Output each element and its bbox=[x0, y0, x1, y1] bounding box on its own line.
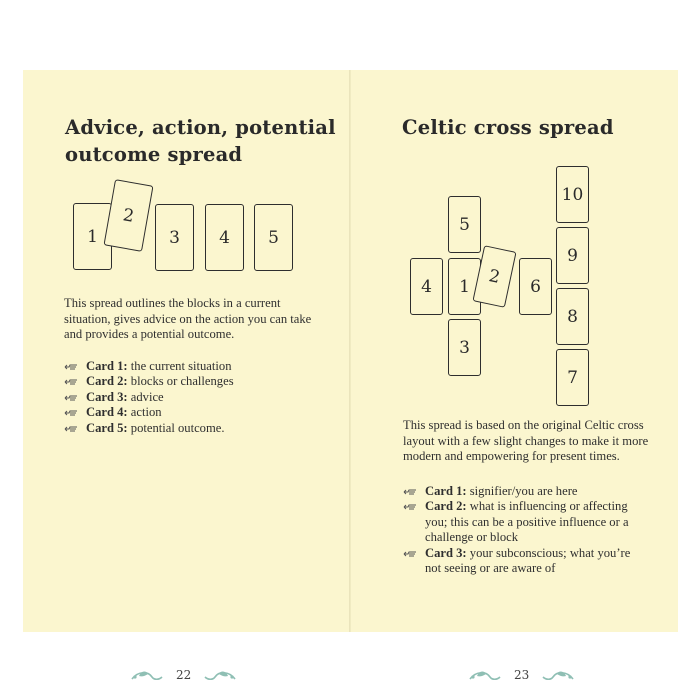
list-item bbox=[403, 546, 633, 577]
page-title: Advice, action, potential outcome spread bbox=[65, 116, 336, 166]
card-meaning: signifier/you are here bbox=[466, 484, 578, 498]
card-5: 5 bbox=[448, 196, 481, 253]
left-page bbox=[23, 70, 350, 682]
card-5: 5 bbox=[254, 204, 293, 271]
card-meaning: your subconscious; what you’re not seeing or are aware of bbox=[425, 545, 631, 576]
leaf-flourish-icon bbox=[130, 668, 164, 682]
page-number: 23 bbox=[514, 668, 530, 682]
pointing-hand-icon bbox=[64, 394, 79, 402]
card-meaning-list bbox=[403, 484, 633, 576]
card-label: Card 1: bbox=[86, 359, 128, 373]
card-meaning: the current situation bbox=[127, 359, 232, 373]
card-meaning: action bbox=[127, 405, 162, 420]
list-item bbox=[64, 421, 314, 436]
card-2: 2 bbox=[472, 245, 516, 308]
card-8: 8 bbox=[556, 288, 589, 345]
card-label: Card 2: bbox=[425, 499, 467, 514]
card-3: 3 bbox=[155, 204, 194, 271]
card-4: 4 bbox=[410, 258, 443, 315]
list-item bbox=[64, 359, 314, 374]
card-label: Card 3: bbox=[86, 389, 128, 404]
page-title: Celtic cross spread bbox=[402, 116, 614, 139]
card-4: 4 bbox=[205, 204, 244, 271]
card-meaning: potential outcome. bbox=[127, 420, 225, 435]
card-label: Card 2: bbox=[86, 374, 128, 389]
pointing-hand-icon bbox=[64, 425, 79, 433]
card-label: Card 3: bbox=[425, 545, 467, 560]
pointing-hand-icon bbox=[64, 378, 79, 386]
page-number: 22 bbox=[176, 668, 192, 682]
card-label: Card 5: bbox=[86, 420, 128, 435]
card-1: 1 bbox=[73, 203, 112, 270]
leaf-flourish-icon bbox=[541, 668, 575, 682]
list-item bbox=[403, 499, 633, 545]
pointing-hand-icon bbox=[403, 550, 418, 558]
card-meaning: what is influencing or affecting you; this can be a positive influence or a challenge or block bbox=[425, 499, 629, 545]
list-item bbox=[403, 484, 633, 499]
spread-description: This spread outlines the blocks in a current situation, gives advice on the action you can take and provides a potential outcome. bbox=[64, 296, 312, 342]
card-label: Card 1: bbox=[425, 484, 467, 498]
list-item bbox=[64, 405, 314, 420]
card-9: 9 bbox=[556, 227, 589, 284]
page-footer bbox=[130, 668, 237, 682]
card-meaning: blocks or challenges bbox=[127, 374, 234, 389]
card-6: 6 bbox=[519, 258, 552, 315]
pointing-hand-icon bbox=[403, 503, 418, 511]
leaf-flourish-icon bbox=[468, 668, 502, 682]
pointing-hand-icon bbox=[64, 409, 79, 417]
pointing-hand-icon bbox=[403, 488, 418, 496]
card-10: 10 bbox=[556, 166, 589, 223]
page-footer bbox=[468, 668, 575, 682]
card-3: 3 bbox=[448, 319, 481, 376]
card-1: 1 bbox=[448, 258, 481, 315]
card-meaning-list bbox=[64, 359, 314, 436]
card-meaning: advice bbox=[127, 389, 164, 404]
right-page bbox=[351, 70, 678, 682]
card-2: 2 bbox=[103, 179, 153, 252]
leaf-flourish-icon bbox=[203, 668, 237, 682]
spread-description: This spread is based on the original Celtic cross layout with a few slight changes to make it more modern and empowering for present times. bbox=[403, 418, 649, 464]
card-label: Card 4: bbox=[86, 405, 128, 420]
card-7: 7 bbox=[556, 349, 589, 406]
pointing-hand-icon bbox=[64, 363, 79, 371]
list-item bbox=[64, 390, 314, 405]
list-item bbox=[64, 374, 314, 389]
